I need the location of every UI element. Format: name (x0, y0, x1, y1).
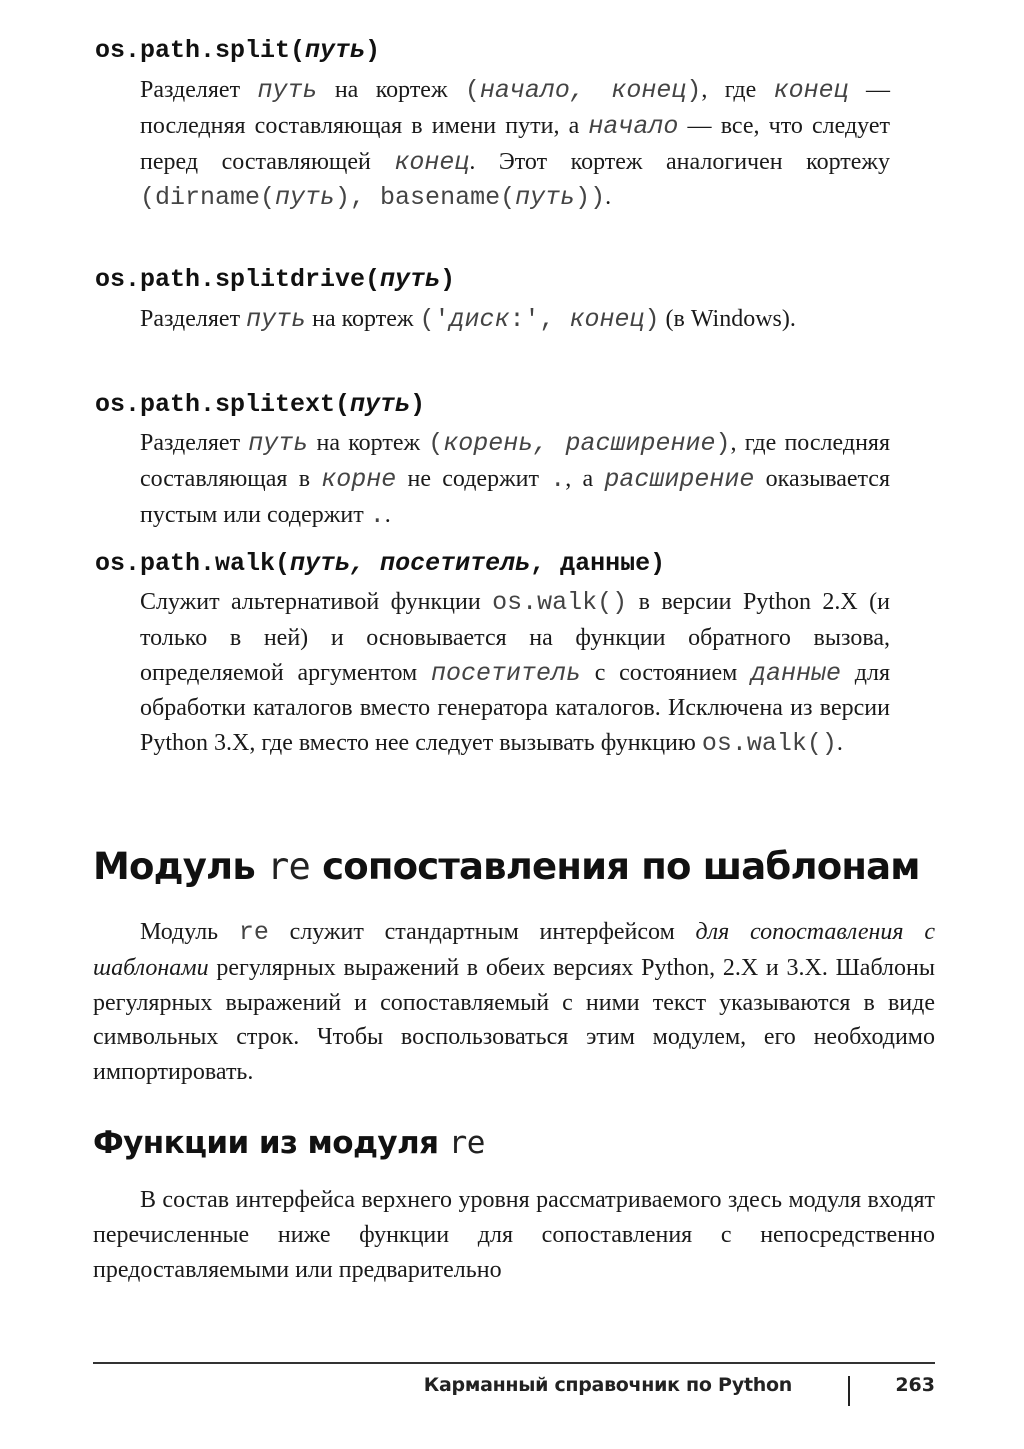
inline-code: :', (509, 305, 570, 334)
inline-code: . (369, 500, 385, 530)
text-run: Разделяет (140, 430, 249, 456)
inline-code: путь (275, 183, 336, 213)
text-run: оказывается пустым или содержит (140, 465, 890, 528)
text-run: Модуль (140, 919, 239, 945)
inline-code: конец (773, 76, 849, 105)
text-run: , а (565, 465, 605, 492)
text-run: в версии Python 2.X (и только в ней) и основывается на функции обратного вызова, определяемой аргументом (140, 589, 890, 686)
emphasis-text: для сопоставления с шаблонами (93, 919, 935, 981)
entry-signature: os.path.splitext(путь) (95, 390, 426, 419)
inline-code: путь (515, 183, 576, 213)
text-run: для обработки каталогов вместо генератора каталогов. Исключена из версии Python 3.X, где вместо нее следует вызывать функцию (140, 659, 890, 757)
page-number: 263 (895, 1374, 935, 1396)
entry-signature: os.path.walk(путь, посетитель, данные) (95, 549, 666, 578)
inline-code: )) (575, 183, 606, 213)
text-run: . (836, 730, 843, 757)
body-paragraph (93, 915, 935, 1090)
inline-code: (dirname( (140, 183, 276, 213)
section-heading: Модуль re сопоставления по шаблонам (93, 845, 920, 888)
text-run: , где последняя составляющая в (140, 430, 890, 492)
inline-code: re (238, 918, 269, 947)
inline-code: расширение (604, 464, 755, 494)
text-run: — все, что следует перед составляющей (140, 112, 890, 175)
text-run: Служит альтернативой функции (140, 589, 493, 615)
inline-code: путь (248, 429, 309, 458)
entry-description (140, 302, 890, 338)
subsection-heading: Функции из модуля re (93, 1125, 485, 1161)
entry-description (140, 585, 890, 762)
running-footer-title: Карманный справочник по Python (423, 1374, 792, 1396)
inline-code: диск (449, 305, 510, 334)
inline-code: . (550, 464, 566, 494)
inline-code: ) (644, 305, 660, 334)
text-run: не содержит (396, 465, 551, 492)
text-run: регулярных выражений в обеих версиях Python, 2.X и 3.X. Шаблоны регулярных выражений и сопоставляемый с ними текст указываются в виде символьных строк. Чтобы воспользоваться этим модулем, его необходимо импортировать. (93, 954, 935, 1086)
inline-code: конец (569, 305, 645, 334)
inline-code: начало (588, 111, 679, 141)
inline-code: ( (464, 76, 480, 105)
entry-description (140, 426, 890, 533)
text-run: на кортеж (317, 77, 465, 103)
footer-separator (848, 1376, 850, 1406)
text-run: . (384, 501, 391, 528)
text-run: на кортеж (308, 430, 429, 456)
inline-code: os.walk() (701, 729, 837, 759)
inline-code: ) (715, 429, 731, 458)
entry-signature: os.path.splitdrive(путь) (95, 265, 456, 294)
text-run: — последняя составляющая в имени пути, а (140, 77, 890, 139)
text-run: (в Windows). (659, 306, 796, 332)
text-run: . Этот кортеж аналогичен кортежу (469, 148, 890, 175)
text-run: на кортеж (306, 306, 420, 332)
inline-code: корень, расширение (443, 429, 716, 458)
inline-code: данные (751, 658, 842, 688)
inline-code: путь (246, 305, 307, 334)
text-run: Разделяет (140, 306, 247, 332)
inline-code: ) (686, 76, 702, 105)
inline-code: конец (394, 147, 470, 177)
text-run: . (605, 184, 612, 211)
inline-code: os.walk() (492, 588, 628, 617)
entry-description (140, 73, 890, 216)
inline-code: начало, конец (479, 76, 687, 105)
inline-code: путь (257, 76, 318, 105)
inline-code: (' (419, 305, 450, 334)
text-run: , где (701, 77, 774, 103)
inline-code: ( (428, 429, 444, 458)
entry-signature: os.path.split(путь) (95, 36, 381, 65)
inline-code: посетитель (430, 658, 581, 688)
body-paragraph (93, 1183, 935, 1287)
inline-code: ), basename( (335, 183, 516, 213)
text-run: с состоянием (581, 659, 752, 686)
footer-rule (93, 1362, 935, 1364)
inline-code: корне (321, 464, 397, 494)
text-run: служит стандартным интерфейсом (268, 919, 696, 945)
text-run: Разделяет (140, 77, 258, 103)
text-run: В состав интерфейса верхнего уровня рассматриваемого здесь модуля входят перечисленные ниже функции для сопоставления с непосредственно предоставляемыми или предварительно (93, 1187, 935, 1283)
